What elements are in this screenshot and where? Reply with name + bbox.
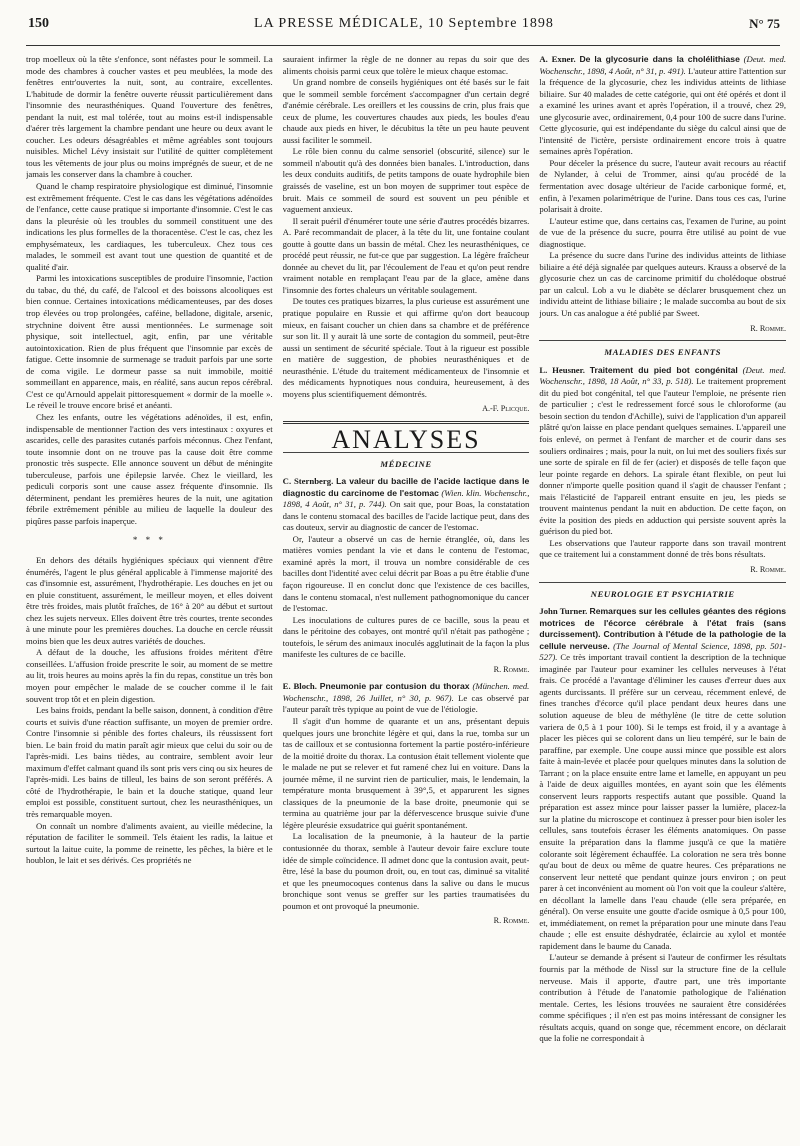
column-2 [283, 54, 530, 1138]
abstract-signature: R. Romme. [493, 664, 530, 674]
abstract-text: L'auteur attire l'attention sur la fréquence de la glycosurie, chez les individus atteints de lithiase biliaire. Sur 40 malades de cette catégorie, qui ont été opérés et dont il a examiné les urines avant et après l'opération, il a trouvé, chez 29, une glycosurie avec, ordinairement, 0,4 pour 100 de sucre dans l'urine. Cette glycosurie, qui est indépendante du siège du calcul ainsi que de l'intensité de l'ictère, persiste ordinairement encore trois à quatre semaines après l'opération. [539, 65, 787, 157]
abstract-reference: (The Journal of Mental Science, 1898, pp. 501-527). [539, 640, 787, 663]
abstract-header [539, 54, 786, 158]
abstract-signature: R. Romme. [750, 564, 787, 574]
abstract-author: John Turner. [539, 606, 588, 617]
section-heading-enfants: MALADIES DES ENFANTS [604, 347, 722, 358]
paragraph: Un grand nombre de conseils hygiéniques ont été basés sur le fait que le sommeil semble forcément s'accompagner d'un certain degré d'anémie cérébrale. Les oreillers et les coussins de crin, plus frais que ceux de plume, les couvertures chaudes aux pieds, les boules d'eau chaude aux pieds en hiver, le décubitus la tête un peu haute peuvent aussi faciliter le sommeil. [282, 77, 530, 145]
paragraph: Les bains froids, pendant la belle saison, donnent, à condition d'être courts et suivis d'une réaction suffisante, un moyen de premier ordre. Contre l'insomnie si pénible des fortes chaleurs, ils réussissent fort bien. Le bain froid du matin paraît agir mieux que celui du soir ou de l'après-midi. Les bains tièdes, au contraire, semblent avoir leur maximum d'effet calmant quand ils sont pris vers cinq ou six heures de l'après-midi. Les bains de tilleul, les bains de son seront préférés. A côté de l'hydrothérapie, le bain et la douche statique, quand leur emploi est possible, constituent surtout, chez les neurasthéniques, un très remarquable moyen. [26, 705, 273, 819]
paragraph: sauraient infirmer la règle de ne donner au repas du soir que des aliments choisis parmi ceux que tolère le mieux chaque estomac. [282, 54, 530, 76]
abstract-header [539, 606, 786, 952]
paragraph: Il serait puéril d'énumérer toute une série d'autres procédés bizarres. A. Paré recommandait de placer, à la tête du lit, une fontaine coulant goutte à goutte dans un bassin de métal. Chez les neurasthéniques, ce procédé peut réussir, ne fut-ce que par suggestion. La légère fraîcheur donnée au chevet du lit, par l'écoulement de l'eau et qu'on peut rendre vraiment notable en remplaçant l'eau par de la glace, amène dans l'insomnie des fortes chaleurs un véritable soulagement. [282, 215, 530, 295]
paragraph: La localisation de la pneumonie, à la hauteur de la partie contusionnée du thorax, semble à l'auteur devoir faire exclure toute idée de simple coïncidence. Il admet donc que la contusion avait, peut-être, lésé la base du poumon droit, ou, en tout cas, diminué sa vitalité et que les pneumocoques contenus dans la salive ou dans le mucus bronchique sont venus se greffer sur les parties traumatisées du poumon et ont provoqué la pneumonie. [282, 831, 530, 911]
paragraph: L'auteur se demande à présent si l'auteur de confirmer les résultats fournis par la méthode de Nissl sur la structure fine de la cellule nerveuse. Mais il apporte, d'autre part, une très importante contribution à l'étude de l'anatomie pathologique de l'aliénation mentale. Certes, les lésions trouvées ne sauraient être considérées comme spécifiques ; il n'en est pas moins intéressant de consigner les résultats acquis, quand on songe que, récemment encore, on déclarait que la folie ne correspondait à [539, 952, 787, 1044]
abstract-author: E. Bloch. [282, 681, 317, 692]
abstract-title: Pneumonie par contusion du thorax [319, 681, 470, 692]
paragraph: En dehors des détails hygiéniques spéciaux qui viennent d'être énumérés, l'agent le plus général applicable à l'immense majorité des cas d'insomnie est, assurément, l'hydrothérapie. Les douches en jet ou en pluie constituent, assurément, le meilleur moyen, et elles doivent être très froides, mais plutôt fraîches, de 16° à 20° au début et surtout chez les sujets nerveux. Elles doivent être très courtes, trente secondes à une minute pour les premières douches. La douche en cercle réussit moins bien que les deux autres variétés de douches. [26, 554, 273, 646]
section-heading-medecine: MÉDECINE [380, 458, 432, 469]
abstract-reference: (München. med. Wochenschr., 1898, 26 Juillet, n° 30, p. 967). [282, 681, 530, 703]
paragraph: Il s'agit d'un homme de quarante et un ans, présentant depuis quelques jours une bronchite légère et qui, dans la rue, tomba sur un tas de cailloux et se contusionna fortement la partie postéro-inférieure de la moitié droite du thorax. La contusion était tellement violente que le malade ne put se relever et fut ramené chez lui en voiture. Dans la journée même, il ne survint rien de particulier, mais, le lendemain, la température monta brusquement à 39°,5, et apparurent les signes classiques de la pneumonie de la base droite, pneumonie qui se termina au quatrième jour par la défervescence brusque suivie d'une légère pleurésie exsudatrice qui guérit spontanément. [282, 715, 530, 830]
abstract-text: Le cas observé par l'auteur paraît très typique au point de vue de l'étiologie. [282, 692, 530, 715]
abstract-text: Le traitement proprement dit du pied bot congénital, tel que l'auteur l'emploie, ne présente rien de particulier ; c'est le redressement forcé sous le chloroforme (au besoin section du tendon d'Achille), suivi de l'application d'un appareil plâtré qu'on laisse en place pendant quelques semaines. L'appareil une fois enlevé, on permet à l'enfant de marcher et de courir dans ses souliers ordinaires ; mais, pour la nuit, on lui met des souliers fixés sur une sorte de spirale en fil de fer (acier) et disposés de telle façon que leur pointe regarde en dehors. La spirale étant flexible, on peut lui donner n'importe quelle position quand il s'agit de chausser l'enfant ; mais l'élasticité de l'appareil entrant ensuite en jeu, les pieds se trouvent maintenus pendant la nuit en abduction. De cette façon, on évite la position des pieds en adduction qui persiste souvent après la guérison du pied bot. [539, 376, 787, 537]
abstract-author: C. Sternberg. [282, 476, 334, 487]
abstract-author: L. Heusner. [539, 364, 585, 375]
paragraph: Quand le champ respiratoire physiologique est diminué, l'insomnie est extrêmement fréquente. C'est le cas dans les végétations adénoïdes de l'enfance, cette cause pratique si importante d'insomnie. C'est le cas dans la pleurésie où les troubles du sommeil constituent une des indications les plus formelles de la thoracentèse. C'est le cas, chez les emphysémateux, les cardiaques, les tuberculeux. Chez tous ces malades, le sommeil est avant tout une question de quantité et de qualité d'air. [26, 181, 273, 272]
abstract-text: Ce très important travail contient la description de la technique imaginée par l'auteur pour examiner les cellules nerveuses à l'état frais. Ce procédé a l'avantage d'éliminer les causes d'erreur dues aux agents durcissants. Il préfère sur un cerveau, récemment enlevé, de fines tranches d'écorce qu'il place pendant deux heures dans une solution aqueuse de bleu de méthylène (le titre de cette solution variera de 0,5 à 1 pour 100). Si le temps est froid, il y a avantage à placer les pièces qui se colorent dans un lieu tempéré, sur le bain de paraffine, par exemple. Une coupe aussi mince que possible est alors faite à main-levée et placée pour quelques minutes dans la solution de Tarrant ; on la place ensuite entre lame et lamelle, en appuyant un peu à l'aide de deux aiguilles montées, en ayant soin que les éléments conservent leurs rapports respectifs autant que possible. Quand la préparation est assez mince pour laisser passer la lumière, placez-la sur la platine du microscope et continuez à presser pour bien isoler les cellules, sans toutefois écraser les éléments anatomiques. On passe ensuite la préparation dans la flamme jusqu'à ce que la matière colorante soit légèrement échauffée. La coloration ne sera très bonne qu'au bout de deux ou même de quatre heures. Ces préparations ne conservent leur netteté que pendant quinze jours environ ; on peut parer à cet inconvénient au moment où l'on voit que la couleur s'altère, en décollant la lamelle dans l'eau chaude (elle sera préparée, en général). On verse ensuite une goutte d'acide osmique à 0,5 pour 100, et, immédiatement, on remet la préparation pour une minute dans l'eau chaude ; elle est ensuite déshydratée, éclaircie au xylol et montée rapidement dans le baume du Canada. [539, 652, 787, 951]
analyses-heading: ANALYSES [331, 424, 481, 454]
abstract-reference: (Deut. med. Wochenschr., 1898, 4 Août, n° 31, p. 491). [539, 54, 787, 76]
divider [283, 421, 530, 424]
paragraph: Le rôle bien connu du calme sensoriel (obscurité, silence) sur le sommeil n'aboutit qu'à des données bien banales. L'introduction, dans les deux conduits auditifs, de petits tampons de ouate hydrophile bien graissés de vaseline, est un bon moyen de supprimer tout espèce de bruit. Mais ce sommeil de sourd est souvent un peu pénible et vaguement anxieux. [282, 146, 530, 215]
column-3 [539, 54, 786, 1138]
issue-number: N° 75 [749, 16, 780, 31]
abstract-reference: (Deut. med. Wochenschr., 1898, 18 Août, n° 33, p. 518). [539, 364, 787, 387]
paragraph: De toutes ces pratiques bizarres, la plus curieuse est assurément une pratique populaire en Russie et qui affirme qu'on dort beaucoup mieux, en faisant coucher un chien dans sa chambre et de préférence sur son lit. Il y aurait là une sorte de contagion du sommeil, peut-être aussi un sentiment de sécurité spéciale. Tout à la rigueur est possible en matière de suggestion, de phobies neurasthéniques et de neurasthénie. L'étude du traitement médicamenteux de l'insomnie et des médicaments hypnotiques nous conduira, heureusement, à des moyens plus scientifiquement démontrés. [282, 296, 530, 399]
paragraph: Les observations que l'auteur rapporte dans son travail montrent que ce traitement lui a constamment donné de très bons résultats. [539, 537, 787, 560]
journal-title: LA PRESSE MÉDICALE, 10 Septembre 1898 [254, 16, 554, 31]
paragraph: La présence du sucre dans l'urine des individus atteints de lithiase biliaire a été déjà signalée par quelques auteurs. Krauss a observé de la glycosurie chez un cas de carcinome primitif du cholédoque obstrué par un calcul. Lob a vu le diabète se déclarer brusquement chez un individu atteint de lithiase biliaire ; le malade succomba au bout de six jours. Un cas analogue a été publié par Sweet. [539, 250, 787, 319]
abstract-title: Remarques sur les cellules géantes des régions motrices de l'écorce cérébrale à l'état frais (sans durcissement). Contribution à l'étude de la pathologie de la cellule nerveuse. [539, 606, 787, 651]
paragraph: On connaît un nombre d'aliments avaient, au vieille médecine, la réputation de faciliter le sommeil. Tels étaient les radis, la laitue et surtout la laitue cuite, la pomme de reinette, les pêches, la bière et le houblon, le lait et ses dérivés. Ces propriétés ne [26, 820, 273, 866]
abstract-signature: R. Romme. [493, 916, 530, 926]
abstract-title: La valeur du bacille de l'acide lactique dans le diagnostic du carcinome de l'estomac [282, 476, 530, 498]
page-number: 150 [28, 16, 49, 31]
divider [539, 340, 786, 341]
abstract-author: A. Exner. [539, 54, 576, 64]
paragraph: Parmi les intoxications susceptibles de produire l'insomnie, l'action du tabac, du thé, du café, de l'alcool et des boissons alcooliques est bien connue. Certaines intoxications médicamenteuses, par des doses trop élevées ou trop prolongées, caféine, belladone, digitale, arsenic, strychnine doivent être aussi mentionnées. Le surmenage soit physique, soit intellectuel, agit, enfin, par une véritable autointoxication. Rien de plus fréquent que l'insomnie par excès de fatigue. Cette insomnie de surmenage se traduit parfois par une sorte de coma vigile. Le dormeur passe sa nuit immobile, moitié sommeillant en apparence, mais, en réalité, sans aucun repos cérébral. C'est ce qu'Arnould appelait pittoresquement « dormir de la moelle ». Le réveil le trouve encore brisé et anéanti. [26, 273, 273, 411]
paragraph: trop moelleux où la tête s'enfonce, sont néfastes pour le sommeil. La mode des chambres à coucher vastes et peu meublées, la mode des fenêtres entr'ouvertes la nuit, sont, au contraire, excellentes. L'habitude de dormir la fenêtre ouverte réussit particulièrement dans l'insomnie des neurasthéniques. Quand l'ouverture des fenêtres, pendant la nuit, est mal tolérée, tout au moins est-il indispensable d'aérer très largement la chambre pendant une heure ou deux avant le coucher. Les odeurs désagréables et même agréables sont toujours nuisibles. Michel Lévy insistait sur l'utilité de quitter complètement tous les vêtements de jour plus ou moins imprégnés de sueur, et de ne jamais les conserver dans la chambre à coucher. [26, 54, 273, 180]
paragraph: Chez les enfants, outre les végétations adénoïdes, il est, enfin, indispensable de mentionner l'action des vers intestinaux : oxyures et ascarides, celle des parasites cutanés parfois méconnus. Chez l'enfant, toute insomnie dont on ne trouve pas la cause doit être comme pronostic très suspecte. Elle annonce souvent un début de méningite tuberculeuse, parfois une épilepsie larvée. Chez le vieillard, les pediculi corporis sont une cause assez fréquente d'insomnie. Ils déterminent, pendant les premières heures de la nuit, une agitation fébrile extrêmement pénible au milieu de laquelle la douleur des piqûres passe parfois inaperçue. [26, 411, 273, 526]
column-1 [26, 54, 273, 1138]
abstract-header [283, 681, 530, 716]
paragraph: L'auteur estime que, dans certains cas, l'examen de l'urine, au point de vue de la présence du sucre, pourra être utilisé au point de vue diagnostique. [539, 215, 787, 249]
paragraph: A défaut de la douche, les affusions froides méritent d'être conseillées. L'affusion froide prescrite le soir, au moment de se mettre au lit, trois heures au moins après la fin du repas, constitue un très bon moyen pour empêcher le malade de se coucher comme il le fait souvent trop tôt et en plein digestion. [26, 647, 273, 704]
article-signature: A.-F. Plicque. [482, 404, 530, 414]
abstract-title: Traitement du pied bot congénital [589, 364, 738, 375]
abstract-reference: (Wien. klin. Wochenschr., 1898, 4 Août, n° 31, p. 744). [282, 487, 530, 510]
divider [539, 582, 786, 583]
paragraph: Or, l'auteur a observé un cas de hernie étranglée, où, dans les matières vomies pendant la vie et dans le contenu de l'estomac, examiné après la mort, il trouva un nombre considérable de ces bacilles dont l'identité avec celui décrit par Boas a pu être établie d'une façon rigoureuse. Il en conclut donc que l'existence de ces bacilles, dans le contenu stomacal, n'est nullement pathognomonique du cancer de l'estomac. [282, 533, 530, 614]
abstract-header [539, 365, 786, 538]
abstract-title: De la glycosurie dans la cholélithiase [579, 54, 740, 64]
section-heading-neurologie: NEUROLOGIE ET PSYCHIATRIE [590, 588, 735, 599]
paragraph: Les inoculations de cultures pures de ce bacille, sous la peau et dans le péritoine des cobayes, ont montré qu'il n'était pas pathogène ; toutefois, le sérum des animaux inoculés agglutinait de la façon la plus manifeste les cultures de ce bacille. [282, 614, 530, 660]
abstract-signature: R. Romme. [750, 323, 787, 333]
section-break-stars: * * * [132, 535, 166, 546]
page-header [28, 16, 780, 40]
abstract-header [283, 476, 530, 534]
header-rule [26, 45, 780, 46]
abstract-text: On sait que, pour Boas, la constatation dans le contenu stomacal des bacilles de l'acide lactique peut, dans des cas douteux, servir au diagnostic de cancer de l'estomac. [282, 499, 530, 533]
columns [26, 54, 786, 1138]
paragraph: Pour déceler la présence du sucre, l'auteur avait recours au réactif de Nylander, à celui de Trommer, ainsi qu'au procédé de la fermentation avec dosage ultérieur de l'acide carbonique formé, et, enfin, à l'examen polarimétrique de l'urine. Dans tous ces cas, l'urine polarisait à droite. [539, 157, 787, 215]
